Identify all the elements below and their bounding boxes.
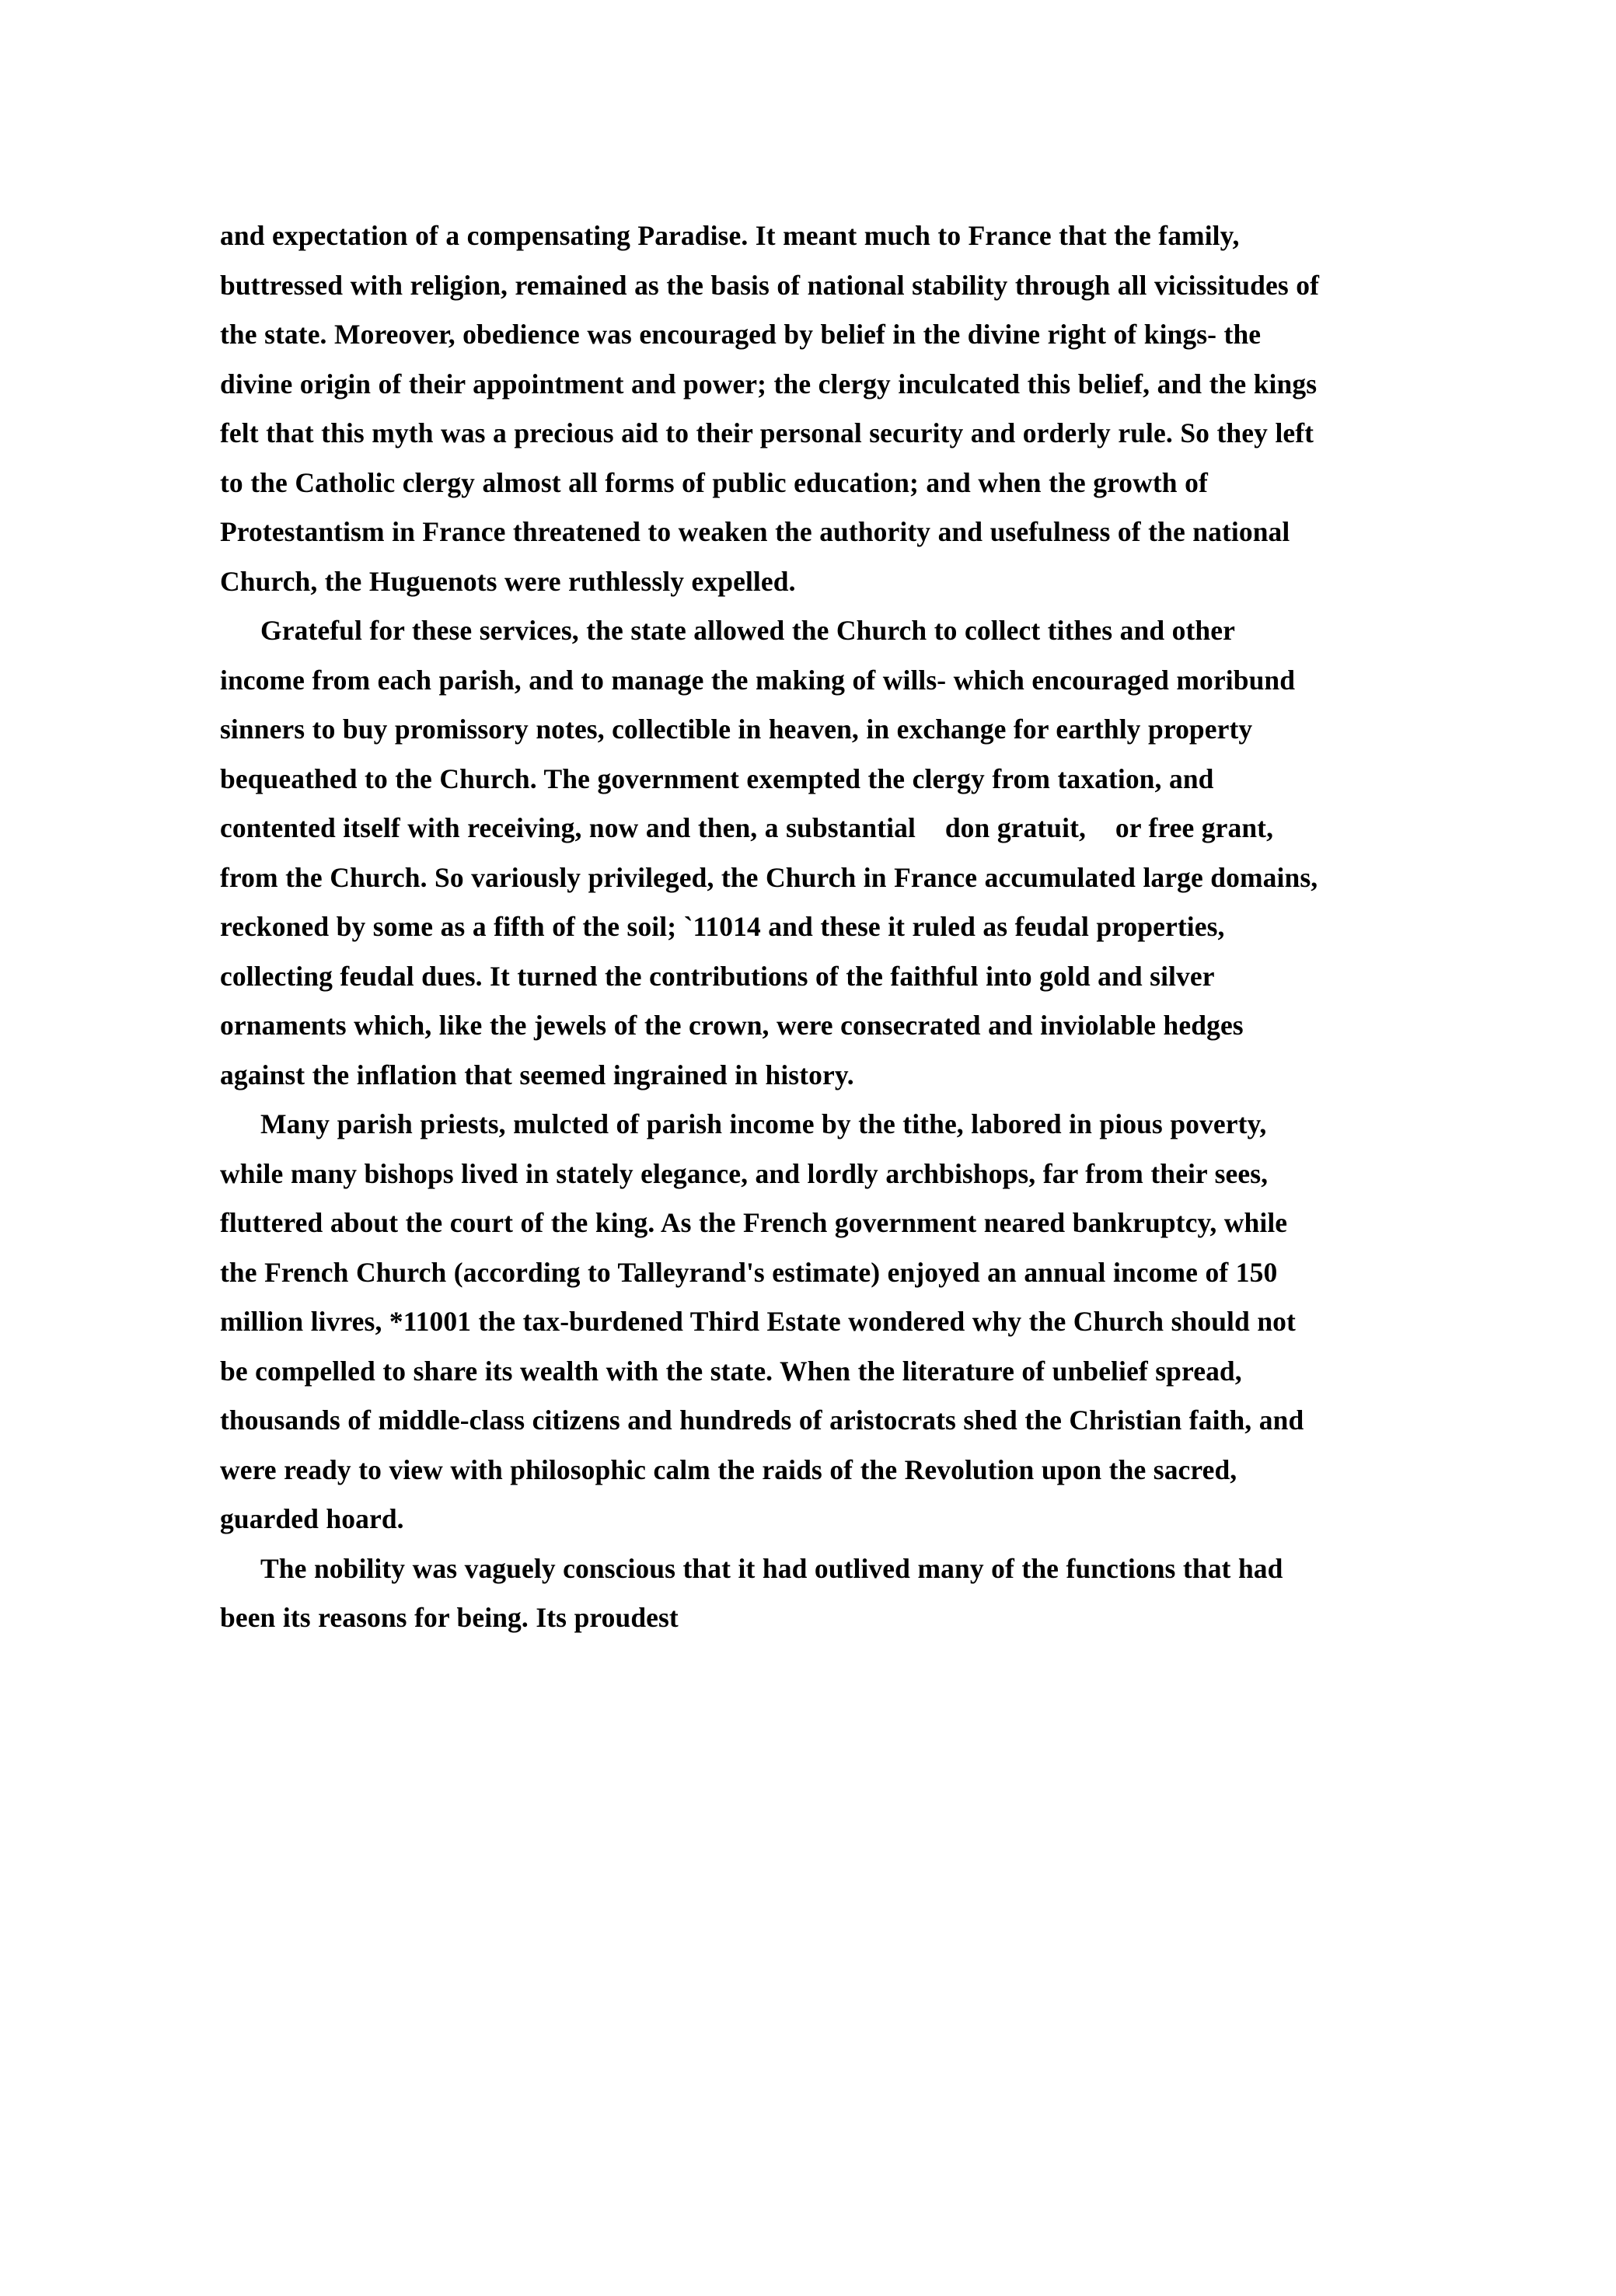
paragraph-1: and expectation of a compensating Paradise. It meant much to France that the family, buttressed with religion, remained as the basis of national stability through all vicissitudes of the state. Moreover, obedience was encouraged by belief in the divine right of kings- the divine origin of their appointment and power; the clergy inculcated this belief, and the kings felt that this myth was a precious aid to their personal security and orderly rule. So they left to the Catholic clergy almost all forms of public education; and when the growth of Protestantism in France threatened to weaken the authority and usefulness of the national Church, the Huguenots were ruthlessly expelled. [220, 220, 1327, 597]
paragraph-2: Grateful for these services, the state allowed the Church to collect tithes and other income from each parish, and to manage the making of wills- which encouraged moribund sinners to buy promissory notes, collectible in heaven, in exchange for earthly property bequeathed to the Church. The government exempted the clergy from taxation, and contented itself with receiving, now and then, a substantial don gratuit, or free grant, from the Church. So variously privileged, the Church in France accumulated large domains, reckoned by some as a fifth of the soil; `11014 and these it ruled as feudal properties, collecting feudal dues. It turned the contributions of the faithful into gold and silver ornaments which, like the jewels of the crown, were consecrated and inviolable hedges against the inflation that seemed ingrained in history. [220, 615, 1325, 1090]
paragraph-4: The nobility was vaguely conscious that it had outlived many of the functions that had been its reasons for being. Its proudest [220, 1552, 1290, 1633]
body-text-column [220, 211, 1327, 1643]
paragraph-3: Many parish priests, mulcted of parish income by the tithe, labored in pious poverty, while many bishops lived in stately elegance, and lordly archbishops, far from their sees, fluttered about the court of the king. As the French government neared bankruptcy, while the French Church (according to Talleyrand's estimate) enjoyed an annual income of 150 million livres, *11001 the tax-burdened Third Estate wondered why the Church should not be compelled to share its wealth with the state. When the literature of unbelief spread, thousands of middle-class citizens and hundreds of aristocrats shed the Christian faith, and were ready to view with philosophic calm the raids of the Revolution upon the sacred, guarded hoard. [220, 1108, 1311, 1534]
